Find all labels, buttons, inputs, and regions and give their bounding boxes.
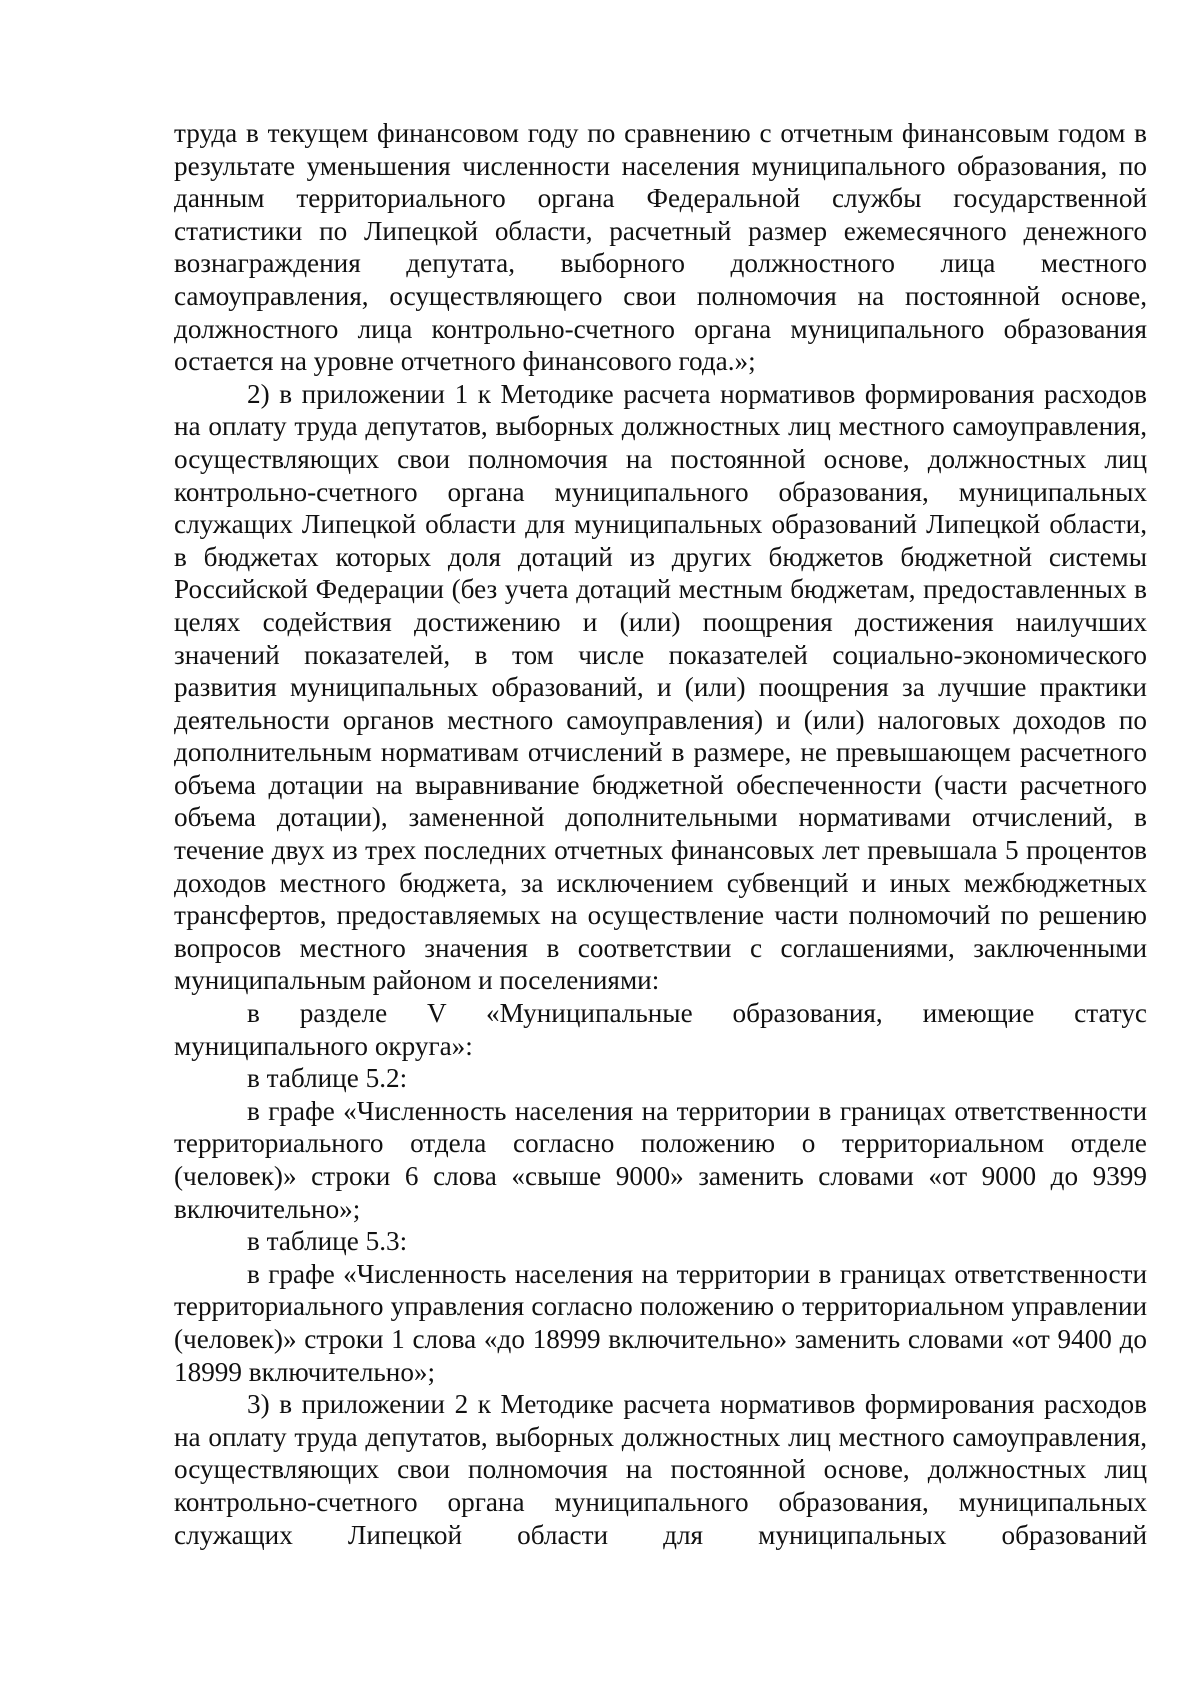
paragraph-table-5-3: в таблице 5.3: [247, 1226, 408, 1257]
paragraph-continuation: труда в текущем финансовом году по сравнению с отчетным финансовым годом в результате уменьшения численности населения муниципального образования, по данным территориального органа Федеральной службы государственной статистики по Липецкой области, расчетный размер ежемесячного денежного вознаграждения депутата, выборного должностного лица местного самоуправления, осуществляющего свои полномочия на постоянной основе, должностного лица контрольно-счетного органа муниципального образования остается на уровне отчетного финансового года.»; [174, 118, 1147, 377]
document-body [174, 117, 1147, 1551]
paragraph-item-2: 2) в приложении 1 к Методике расчета нормативов формирования расходов на оплату труда депутатов, выборных должностных лиц местного самоуправления, осуществляющих свои полномочия на постоянной основе, должностных лиц контрольно-счетного органа муниципального образования, муниципальных служащих Липецкой области для муниципальных образований Липецкой области, в бюджетах которых доля дотаций из других бюджетов бюджетной системы Российской Федерации (без учета дотаций местным бюджетам, предоставленных в целях содействия достижению и (или) поощрения достижения наилучших значений показателей, в том числе показателей социально-экономического развития муниципальных образований, и (или) поощрения за лучшие практики деятельности органов местного самоуправления) и (или) налоговых доходов по дополнительным нормативам отчислений в размере, не превышающем расчетного объема дотации на выравнивание бюджетной обеспеченности (части расчетного объема дотации), замененной дополнительными нормативами отчислений, в течение двух из трех последних отчетных финансовых лет превышала 5 процентов доходов местного бюджета, за исключением субвенций и иных межбюджетных трансфертов, предоставляемых на осуществление части полномочий по решению вопросов местного значения в соответствии с соглашениями, заключенными муниципальным районом и поселениями: [174, 378, 1147, 996]
paragraph-table-5-2-change: в графе «Численность населения на территории в границах ответственности территориального отдела согласно положению о территориальном отделе (человек)» строки 6 слова «свыше 9000» заменить словами «от 9000 до 9399 включительно»; [174, 1095, 1147, 1224]
paragraph-table-5-2: в таблице 5.2: [247, 1063, 408, 1094]
paragraph-section-v: в разделе V «Муниципальные образования, имеющие статус муниципального округа»: [174, 998, 1147, 1061]
paragraph-item-3: 3) в приложении 2 к Методике расчета нормативов формирования расходов на оплату труда депутатов, выборных должностных лиц местного самоуправления, осуществляющих свои полномочия на постоянной основе, должностных лиц контрольно-счетного органа муниципального образования, муниципальных служащих Липецкой области для муниципальных образований [174, 1389, 1147, 1550]
paragraph-table-5-3-change: в графе «Численность населения на территории в границах ответственности территориального управления согласно положению о территориальном управлении (человек)» строки 1 слова «до 18999 включительно» заменить словами «от 9400 до 18999 включительно»; [174, 1258, 1147, 1387]
